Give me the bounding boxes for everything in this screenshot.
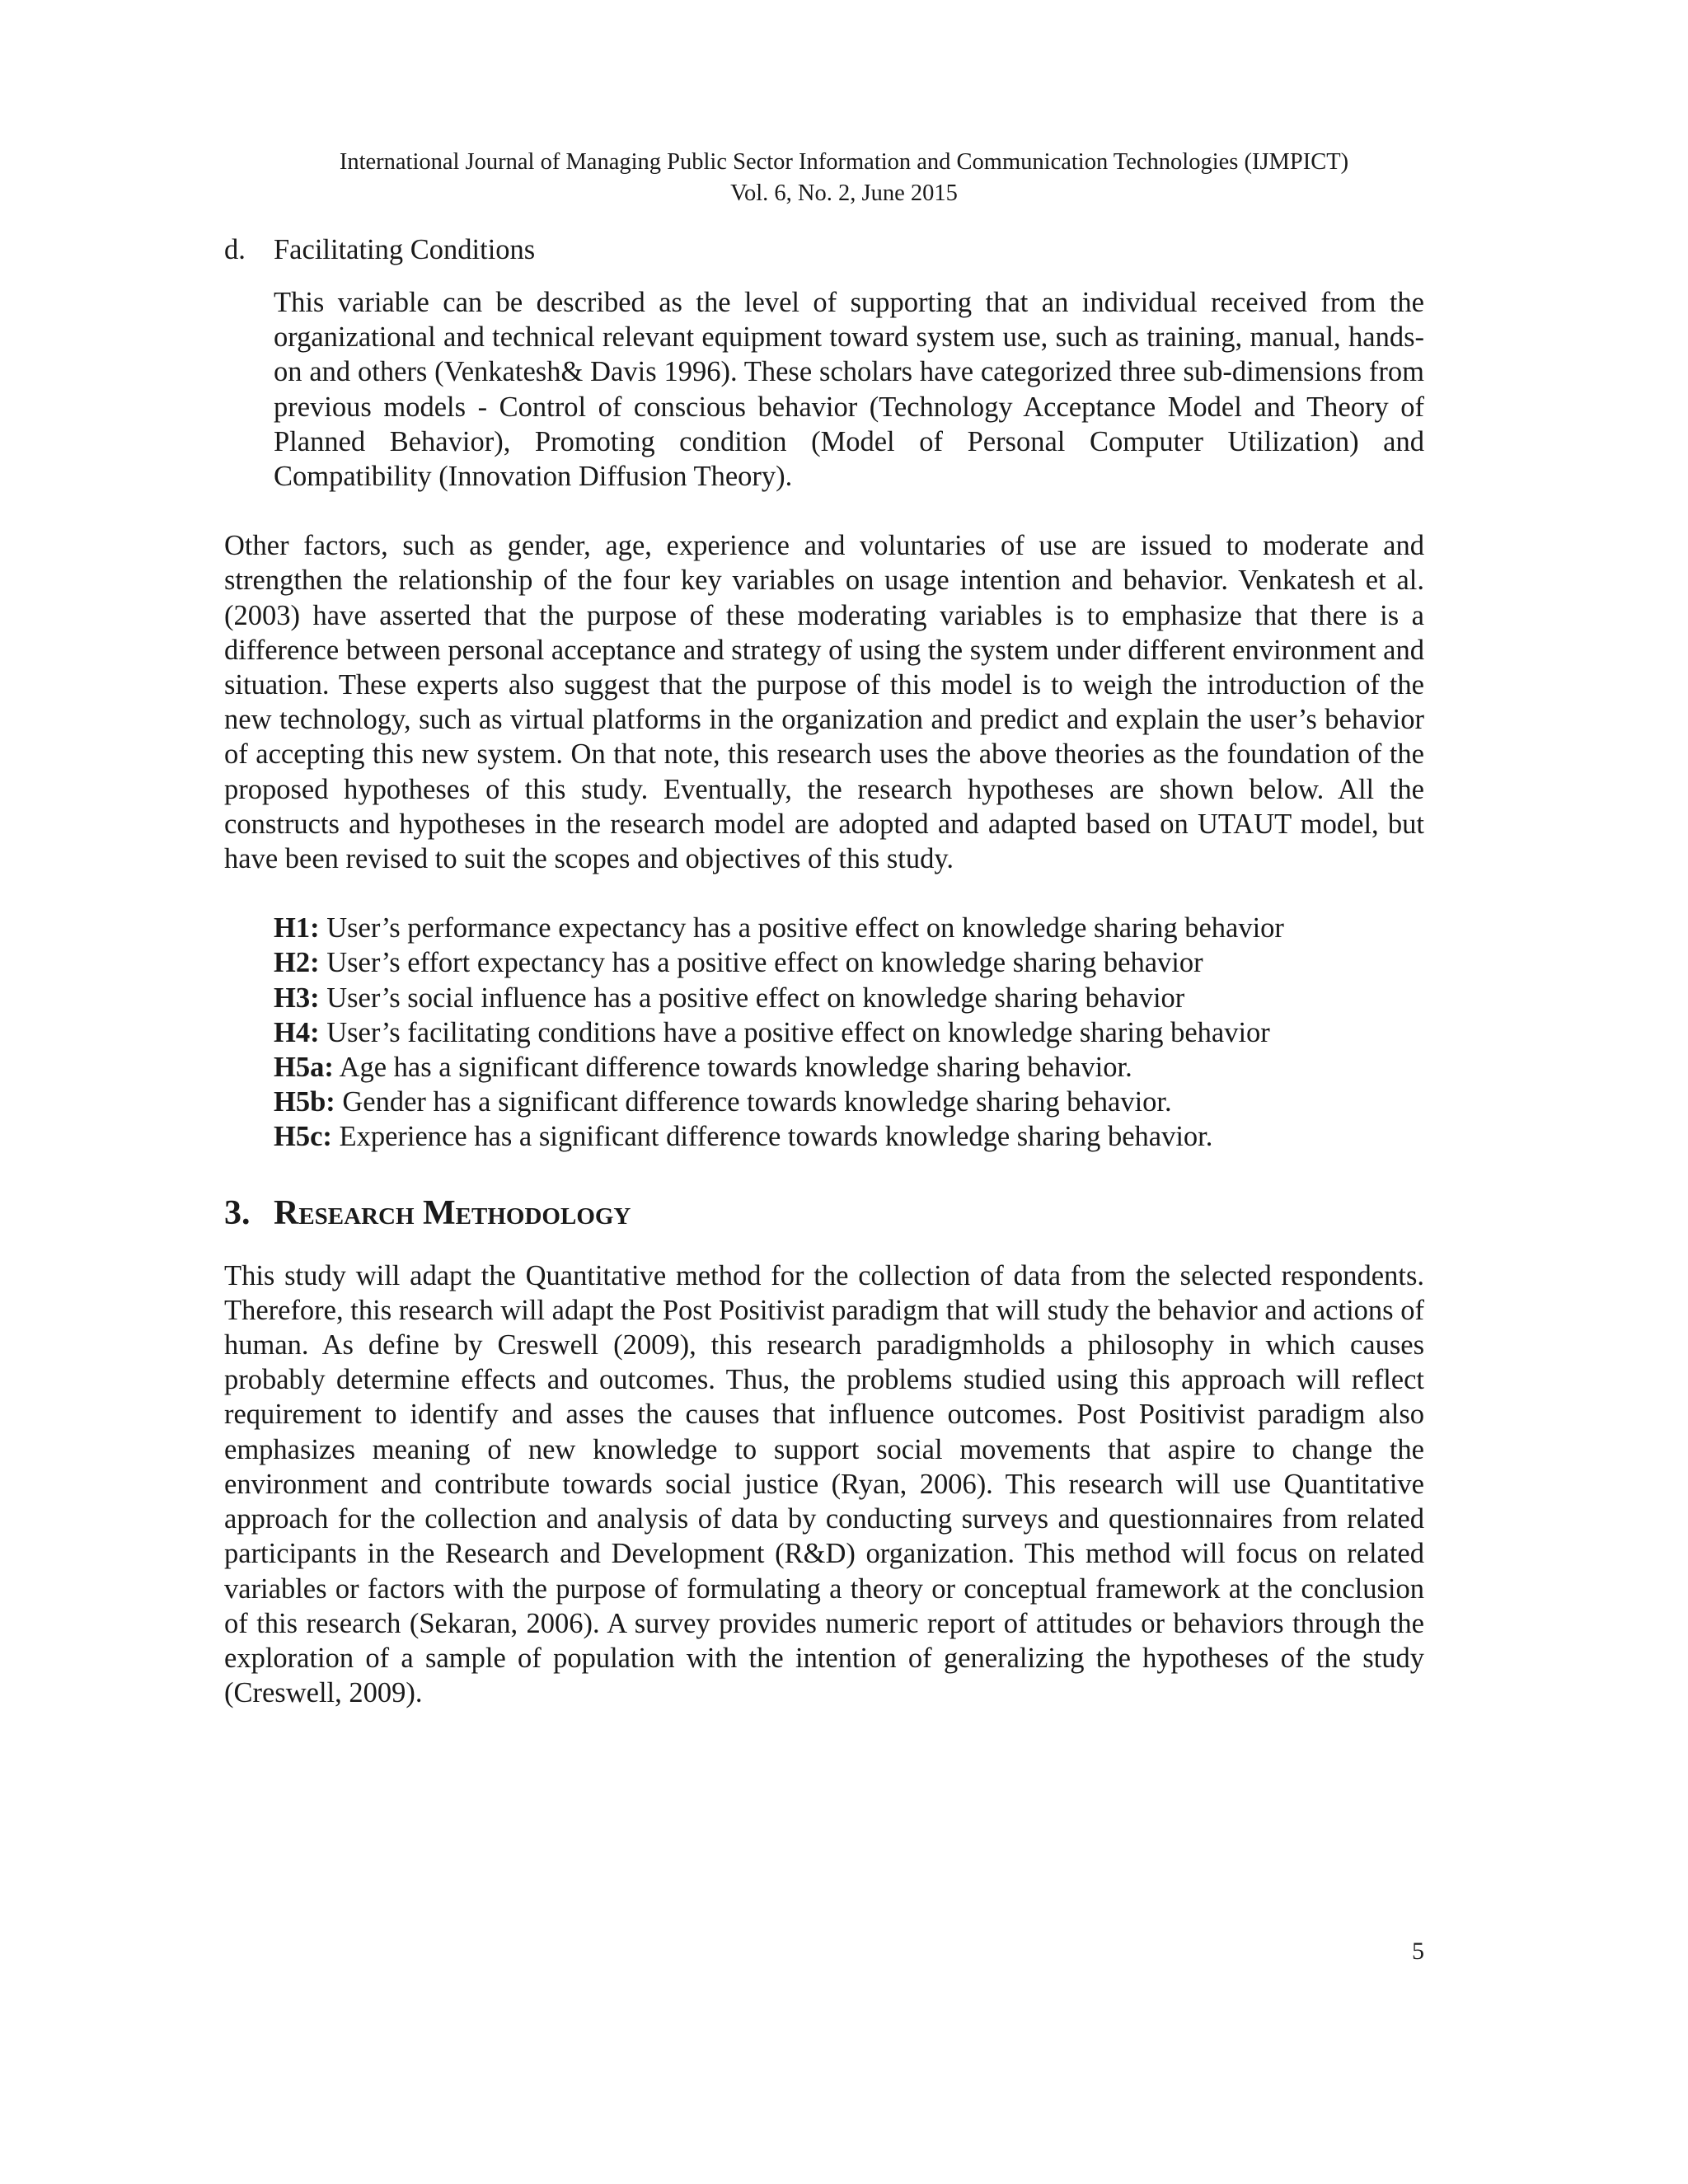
hypothesis-text: Age has a significant difference towards knowledge sharing behavior. — [333, 1052, 1132, 1084]
hypothesis-text: User’s performance expectancy has a positive effect on knowledge sharing behavior — [319, 912, 1284, 944]
hypothesis-label: H2: — [274, 947, 320, 979]
other-factors-paragraph: Other factors, such as gender, age, experience and voluntaries of use are issued to moderate and strengthen the relationship of the four key variables on usage intention and behavior. Venkatesh et al. (2003) have asserted that the purpose of these moderating variables is to emphasize that there is a difference between personal acceptance and strategy of using the system under different environment and situation. These experts also suggest that the purpose of this model is to weigh the introduction of the new technology, such as virtual platforms in the organization and predict and explain the user’s behavior of accepting this new system. On that note, this research uses the above theories as the foundation of the proposed hypotheses of this study. Eventually, the research hypotheses are shown below. All the constructs and hypotheses in the research model are adopted and adapted based on UTAUT model, but have been revised to suit the scopes and objectives of this study. — [224, 530, 1424, 875]
journal-issue: Vol. 6, No. 2, June 2015 — [730, 180, 958, 206]
subsection-marker: d. — [224, 234, 246, 265]
hypothesis-item — [274, 1085, 1424, 1119]
hypothesis-item — [274, 1015, 1424, 1050]
hypothesis-text: User’s effort expectancy has a positive effect on knowledge sharing behavior — [319, 947, 1203, 979]
hypothesis-label: H5b: — [274, 1086, 335, 1118]
hypothesis-label: H1: — [274, 912, 320, 944]
hypotheses-list — [274, 911, 1424, 1154]
hypothesis-item — [274, 1050, 1424, 1085]
section-number: 3. — [224, 1193, 251, 1232]
running-header — [0, 147, 1688, 209]
subsection-heading — [224, 232, 1424, 267]
hypothesis-item — [274, 945, 1424, 980]
hypothesis-label: H5a: — [274, 1052, 334, 1084]
hypothesis-label: H3: — [274, 982, 320, 1014]
hypothesis-label: H5c: — [274, 1121, 332, 1153]
methodology-paragraph: This study will adapt the Quantitative method for the collection of data from the selected respondents. Therefore, this research will adapt the Post Positivist paradigm that will study the behavior and actions of human. As define by Creswell (2009), this research paradigmholds a philosophy in which causes probably determine effects and outcomes. Thus, the problems studied using this approach will reflect requirement to identify and asses the causes that influence outcomes. Post Positivist paradigm also emphasizes meaning of new knowledge to support social movements that aspire to change the environment and contribute towards social justice (Ryan, 2006). This research will use Quantitative approach for the collection and analysis of data by conducting surveys and questionnaires from related participants in the Research and Development (R&D) organization. This method will focus on related variables or factors with the purpose of formulating a theory or conceptual framework at the conclusion of this research (Sekaran, 2006). A survey provides numeric report of attitudes or behaviors through the exploration of a sample of population with the intention of generalizing the hypotheses of the study (Creswell, 2009). — [224, 1259, 1424, 1709]
page-body — [224, 232, 1424, 1710]
journal-title: International Journal of Managing Public Sector Information and Communication Technologies (IJMPICT) — [339, 149, 1349, 175]
hypothesis-item — [274, 911, 1424, 945]
hypothesis-text: Gender has a significant difference towards knowledge sharing behavior. — [335, 1086, 1172, 1118]
hypothesis-item — [274, 981, 1424, 1015]
hypothesis-text: User’s social influence has a positive effect on knowledge sharing behavior — [319, 982, 1185, 1014]
hypothesis-item — [274, 1119, 1424, 1154]
facilitating-conditions-paragraph: This variable can be described as the level of supporting that an individual received from the organizational and technical relevant equipment toward system use, such as training, manual, hands-on and others (Venkatesh& Davis 1996). These scholars have categorized three sub-dimensions from previous models - Control of conscious behavior (Technology Acceptance Model and Theory of Planned Behavior), Promoting condition (Model of Personal Computer Utilization) and Compatibility (Innovation Diffusion Theory). — [274, 287, 1424, 493]
hypothesis-label: H4: — [274, 1016, 320, 1048]
section-heading — [224, 1193, 1424, 1234]
page-number: 5 — [1412, 1938, 1424, 1965]
hypothesis-text: Experience has a significant difference towards knowledge sharing behavior. — [331, 1121, 1213, 1153]
hypothesis-text: User’s facilitating conditions have a positive effect on knowledge sharing behavior — [319, 1016, 1270, 1048]
subsection-title: Facilitating Conditions — [274, 234, 536, 265]
section-title: Research Methodology — [274, 1193, 631, 1232]
